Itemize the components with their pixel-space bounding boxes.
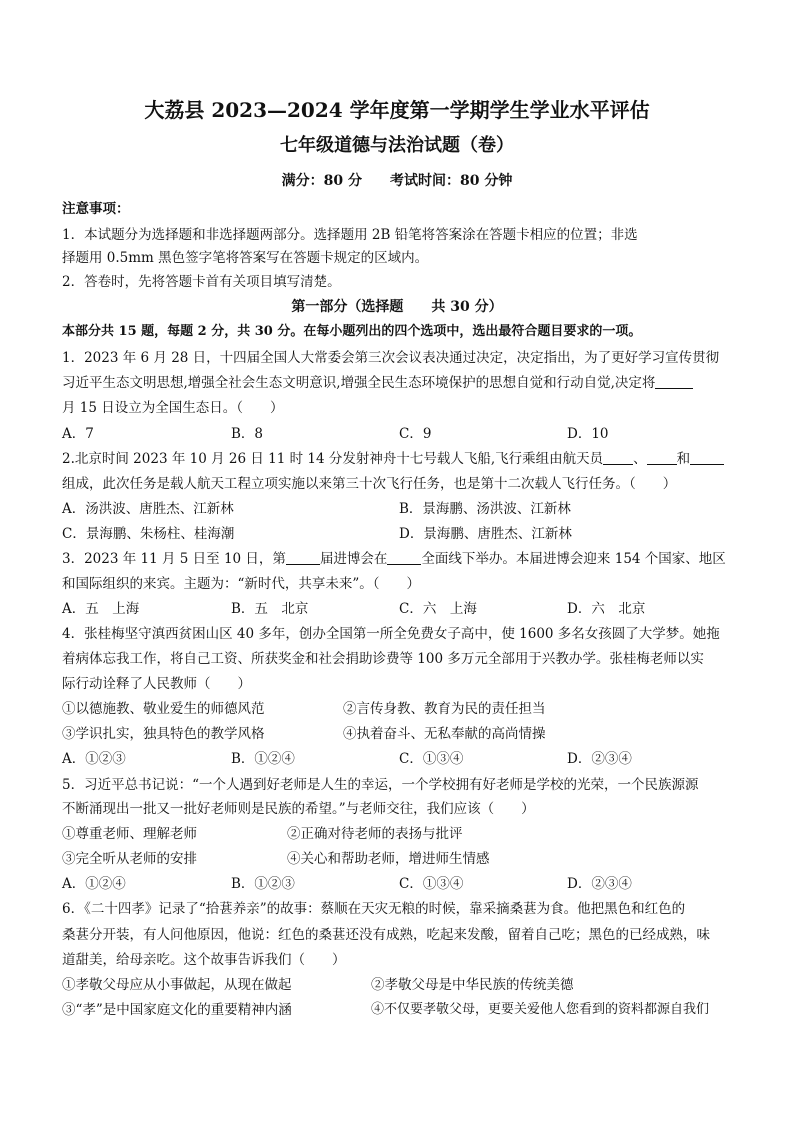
q4-line-2: 着病体忘我工作，将自己工资、所获奖金和社会捐助诊费等 100 多万元全部用于兴教办学。张桂梅老师以实 bbox=[62, 651, 704, 667]
q1-line-2 bbox=[62, 374, 732, 392]
q6-choice-4: ④不仅要孝敬父母，更要关爱他人您看到的资料都源自我们 bbox=[371, 1002, 710, 1017]
q3-option-b: B．五 北京 bbox=[231, 601, 309, 617]
notice-heading: 注意事项： bbox=[62, 201, 130, 217]
exam-title: 大荔县 2023—2024 学年度第一学期学生学业水平评估 bbox=[144, 98, 650, 122]
q3-text-b: 届进博会在 bbox=[319, 551, 388, 567]
q4-option-c: C．①③④ bbox=[399, 751, 464, 767]
q6-choice-1: ①孝敬父母应从小事做起，从现在做起 bbox=[62, 977, 292, 993]
q1-option-b: B．8 bbox=[231, 426, 264, 442]
q2-separator-2: 和 bbox=[676, 451, 691, 467]
q5-option-b: B．①②③ bbox=[231, 876, 295, 892]
q5-option-a: A．①②④ bbox=[62, 876, 126, 892]
q4-choice-1: ①以德施教、敬业爱生的师德风范 bbox=[62, 701, 265, 717]
q2-option-a: A．汤洪波、唐胜杰、江新林 bbox=[62, 501, 234, 517]
q5-line-1: 5．习近平总书记说：“一个人遇到好老师是人生的幸运，一个学校拥有好老师是学校的光荣，一个民族源源 bbox=[62, 777, 699, 793]
q4-option-a: A．①②③ bbox=[62, 751, 126, 767]
score-info: 满分：80 分 考试时间：80 分钟 bbox=[281, 173, 513, 189]
q3-option-d: D．六 北京 bbox=[567, 601, 646, 617]
q2-blank-2 bbox=[647, 451, 677, 465]
q3-option-c: C．六 上海 bbox=[399, 601, 477, 617]
q3-option-a: A．五 上海 bbox=[62, 601, 140, 617]
q4-line-1: 4．张桂梅坚守滇西贫困山区 40 多年，创办全国第一所全免费女子高中，使 1600 多名女孩圆了大学梦。她拖 bbox=[62, 626, 720, 642]
q5-option-d: D．②③④ bbox=[567, 876, 632, 892]
notice-item-2: 2．答卷时，先将答题卡首有关项目填写清楚。 bbox=[62, 274, 341, 290]
part1-instruction: 本部分共 15 题，每题 2 分，共 30 分。在每小题列出的四个选项中，选出最符合题目要求的一项。 bbox=[62, 324, 642, 339]
q3-blank-2 bbox=[387, 551, 421, 565]
q5-line-2: 不断涌现出一批又一批好老师则是民族的希望。”与老师交往，我们应该（ ） bbox=[62, 801, 535, 817]
q2-line-1 bbox=[62, 450, 732, 468]
q3-text-c: 全面线下举办。本届进博会迎来 154 个国家、地区 bbox=[421, 551, 726, 567]
q6-choice-3: ③“孝”是中国家庭文化的重要精神内涵 bbox=[62, 1002, 292, 1018]
q6-line-1: 6．《二十四孝》记录了“拾葚养亲”的故事：蔡顺在天灾无粮的时候，靠采摘桑葚为食。他把黑色和红色的 bbox=[62, 901, 686, 917]
q2-separator-1: 、 bbox=[633, 451, 647, 467]
q3-blank-1 bbox=[286, 551, 320, 565]
q3-text-a: 3．2023 年 11 月 5 日至 10 日，第 bbox=[62, 551, 286, 567]
q3-line-2: 和国际组织的来宾。主题为：“新时代，共享未来”。（ ） bbox=[62, 576, 421, 592]
notice-item-1-line-1: 1．本试题分为选择题和非选择题两部分。选择题用 2B 铅笔将答案涂在答题卡相应的位置；非选 bbox=[62, 227, 638, 243]
q5-choice-2: ②正确对待老师的表扬与批评 bbox=[287, 826, 463, 842]
q1-line-1: 1．2023 年 6 月 28 日，十四届全国人大常委会第三次会议表决通过决定，决定指出，为了更好学习宣传贯彻 bbox=[62, 350, 720, 366]
q6-choice-2: ②孝敬父母是中华民族的传统美德 bbox=[371, 977, 574, 993]
notice-item-1-line-2: 择题用 0.5mm 黑色签字笔将答案写在答题卡规定的区域内。 bbox=[62, 250, 429, 266]
q6-line-3: 道甜美，给母亲吃。这个故事告诉我们（ ） bbox=[62, 952, 346, 968]
part1-heading: 第一部分（选择题 共 30 分） bbox=[291, 299, 503, 315]
q4-choice-3: ③学识扎实，独具特色的教学风格 bbox=[62, 726, 265, 742]
q2-blank-3 bbox=[690, 451, 724, 465]
q2-blank-1 bbox=[603, 451, 633, 465]
q1-option-d: D．10 bbox=[567, 426, 609, 442]
q5-choice-4: ④关心和帮助老师，增进师生情感 bbox=[287, 851, 490, 867]
q2-option-d: D．景海鹏、唐胜杰、江新林 bbox=[399, 526, 572, 542]
q4-option-b: B．①②④ bbox=[231, 751, 295, 767]
q4-option-d: D．②③④ bbox=[567, 751, 632, 767]
q3-line-1 bbox=[62, 550, 732, 568]
q1-line-3: 月 15 日设立为全国生态日。（ ） bbox=[62, 400, 284, 416]
q5-choice-1: ①尊重老师、理解老师 bbox=[62, 826, 197, 842]
q6-line-2: 桑葚分开装，有人问他原因，他说：红色的桑葚还没有成熟，吃起来发酸，留着自己吃；黑色的已经成熟，味 bbox=[62, 927, 710, 943]
q4-choice-2: ②言传身教、教育为民的责任担当 bbox=[343, 701, 546, 717]
q1-line-2-text: 习近平生态文明思想,增强全社会生态文明意识,增强全民生态环境保护的思想自觉和行动自觉,决定将 bbox=[62, 375, 656, 391]
q4-choice-4: ④执着奋斗、无私奉献的高尚情操 bbox=[343, 726, 546, 742]
q1-answer-blank bbox=[655, 375, 693, 389]
q4-line-3: 际行动诠释了人民教师（ ） bbox=[62, 676, 251, 692]
q2-option-c: C．景海鹏、朱杨柱、桂海潮 bbox=[62, 526, 235, 542]
q5-choice-3: ③完全听从老师的安排 bbox=[62, 851, 197, 867]
q1-option-c: C．9 bbox=[399, 426, 432, 442]
q2-line-2: 组成，此次任务是载人航天工程立项实施以来第三十次飞行任务，也是第十二次载人飞行任务。（ ） bbox=[62, 476, 677, 492]
q5-option-c: C．①③④ bbox=[399, 876, 464, 892]
q2-option-b: B．景海鹏、汤洪波、江新林 bbox=[399, 501, 571, 517]
q1-option-a: A．7 bbox=[62, 426, 94, 442]
exam-subtitle: 七年级道德与法治试题（卷） bbox=[280, 135, 514, 156]
q2-line-1-text: 2.北京时间 2023 年 10 月 26 日 11 时 14 分发射神舟十七号载人飞船,飞行乘组由航天员 bbox=[62, 451, 604, 467]
